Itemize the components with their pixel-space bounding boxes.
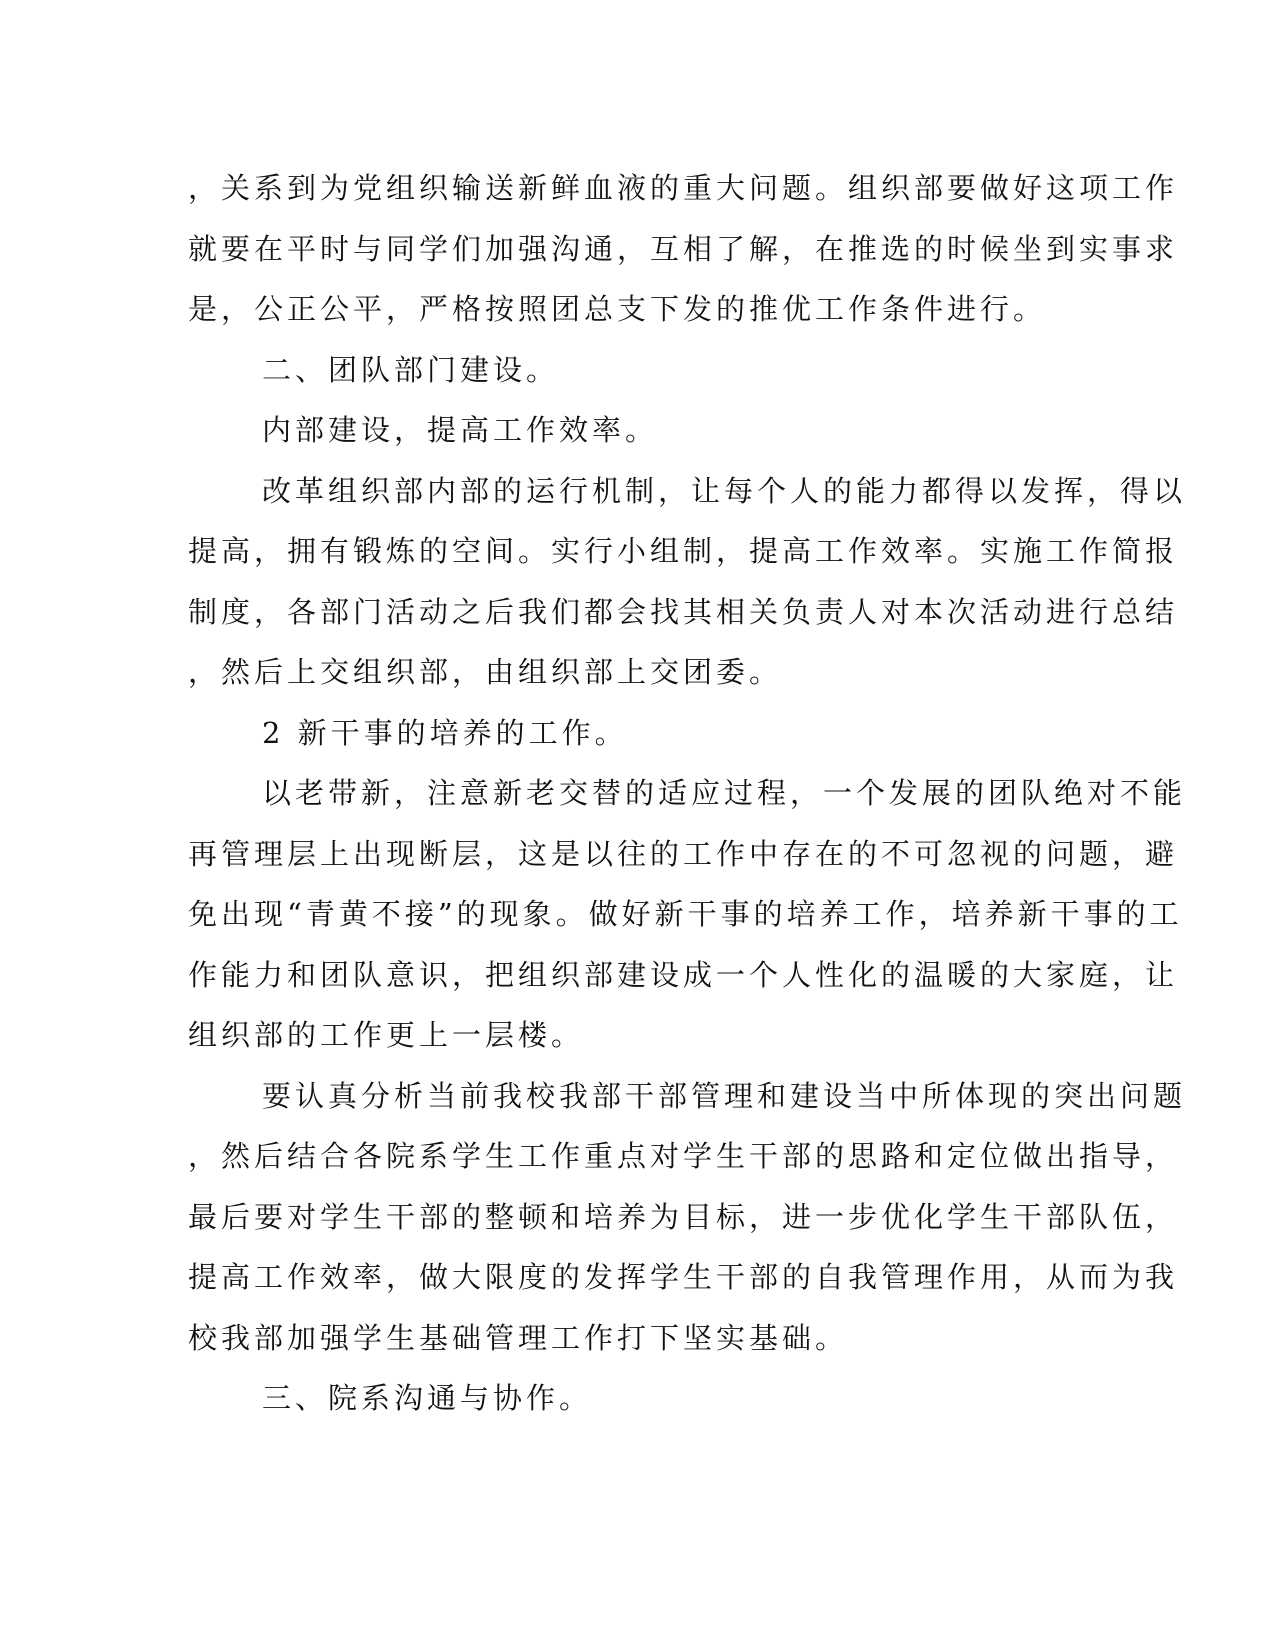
text-line: 提高工作效率，做大限度的发挥学生干部的自我管理作用，从而为我 — [188, 1260, 1179, 1294]
text-line: 就要在平时与同学们加强沟通，互相了解，在推选的时候坐到实事求 — [188, 231, 1179, 266]
text-line: 制度，各部门活动之后我们都会找其相关负责人对本次活动进行总结 — [188, 594, 1179, 629]
text-line: 提高，拥有锻炼的空间。实行小组制，提高工作效率。实施工作简报 — [188, 534, 1179, 568]
section-heading-department-cooperation: 三、院系沟通与协作。 — [262, 1381, 593, 1415]
subheading-new-staff-training: 2 新干事的培养的工作。 — [262, 715, 628, 750]
text-line: 以老带新，注意新老交替的适应过程，一个发展的团队绝对不能 — [262, 776, 1187, 810]
text-line: 作能力和团队意识，把组织部建设成一个人性化的温暖的大家庭，让 — [188, 957, 1179, 992]
document-body — [188, 158, 1187, 1429]
text-line: ，然后结合各院系学生工作重点对学生干部的思路和定位做出指导， — [188, 1139, 1179, 1173]
text-line: 再管理层上出现断层，这是以往的工作中存在的不可忽视的问题，避 — [188, 836, 1179, 871]
text-line: 是，公正公平，严格按照团总支下发的推优工作条件进行。 — [188, 292, 1047, 326]
text-line: 校我部加强学生基础管理工作打下坚实基础。 — [188, 1320, 849, 1355]
text-line: 组织部的工作更上一层楼。 — [188, 1018, 585, 1052]
text-line: 最后要对学生干部的整顿和培养为目标，进一步优化学生干部队伍， — [188, 1199, 1179, 1234]
text-line: ，关系到为党组织输送新鲜血液的重大问题。组织部要做好这项工作 — [188, 171, 1179, 205]
text-line: 改革组织部内部的运行机制，让每个人的能力都得以发挥，得以 — [262, 473, 1187, 508]
text-line: 免出现“青黄不接”的现象。做好新干事的培养工作，培养新干事的工 — [188, 897, 1183, 931]
text-line: ，然后上交组织部，由组织部上交团委。 — [188, 655, 783, 689]
text-line: 要认真分析当前我校我部干部管理和建设当中所体现的突出问题 — [262, 1078, 1187, 1113]
section-heading-team-building: 二、团队部门建设。 — [262, 352, 560, 387]
subheading-internal-building: 内部建设，提高工作效率。 — [262, 413, 659, 447]
